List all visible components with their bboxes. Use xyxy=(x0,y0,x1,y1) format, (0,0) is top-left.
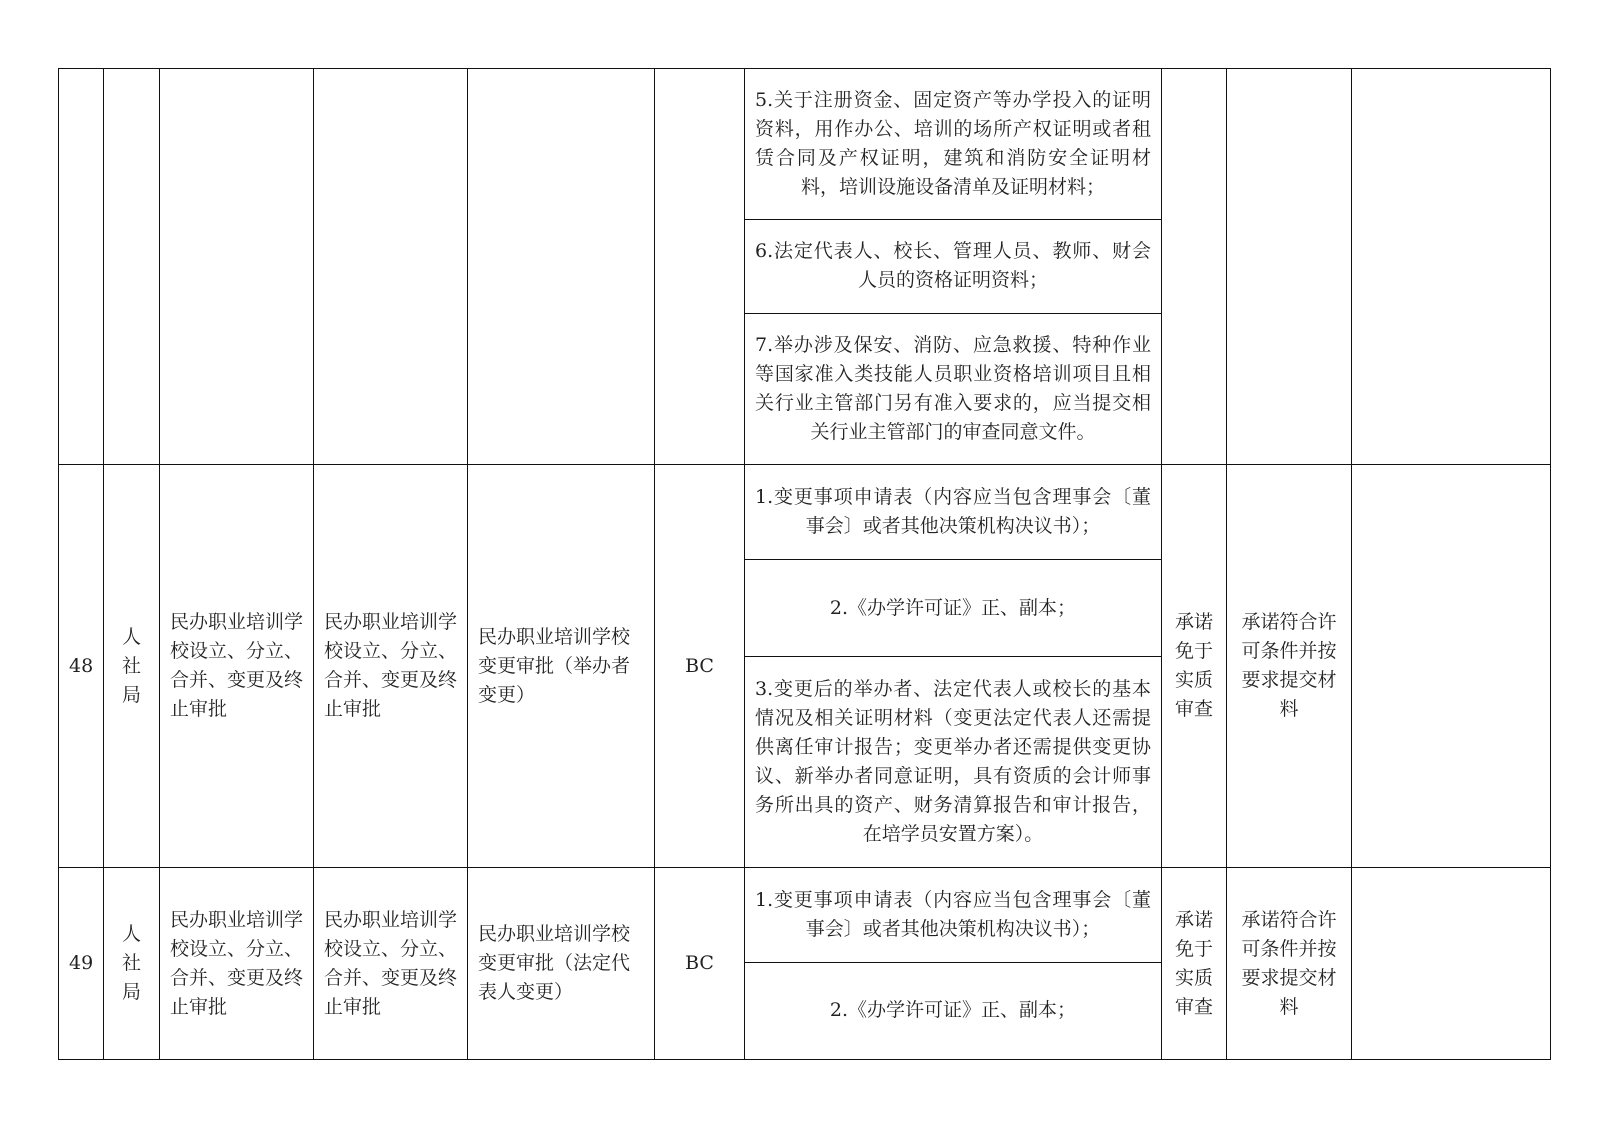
code-cell xyxy=(655,69,745,465)
department-cell: 人 社 局 xyxy=(104,868,160,1060)
detail-item-cell: 民办职业培训学校变更审批（法定代表人变更） xyxy=(468,868,655,1060)
material-item: 6.法定代表人、校长、管理人员、教师、财会人员的资格证明资料； xyxy=(745,219,1162,313)
requirement-cell: 承诺符合许可条件并按要求提交材料 xyxy=(1227,464,1352,867)
detail-item-cell: 民办职业培训学校变更审批（举办者变更） xyxy=(468,464,655,867)
material-item: 1.变更事项申请表（内容应当包含理事会〔董事会〕或者其他决策机构决议书）； xyxy=(745,464,1162,559)
material-item: 3.变更后的举办者、法定代表人或校长的基本情况及相关证明材料（变更法定代表人还需提供离任审计报告；变更举办者还需提供变更协议、新举办者同意证明，具有资质的会计师事务所出具的资产、财务清算报告和审计报告，在培学员安置方案）。 xyxy=(745,656,1162,867)
main-item-cell xyxy=(160,69,314,465)
sub-item-cell xyxy=(314,69,468,465)
approval-items-table xyxy=(58,68,1551,1060)
method-cell: 承诺 免于 实质 审查 xyxy=(1162,464,1227,867)
table-row xyxy=(59,464,1551,559)
department-cell xyxy=(104,69,160,465)
method-cell xyxy=(1162,69,1227,465)
material-item: 7.举办涉及保安、消防、应急救援、特种作业等国家准入类技能人员职业资格培训项目且相关行业主管部门另有准入要求的，应当提交相关行业主管部门的审查同意文件。 xyxy=(745,314,1162,465)
table-row xyxy=(59,69,1551,220)
sub-item-cell: 民办职业培训学校设立、分立、合并、变更及终止审批 xyxy=(314,868,468,1060)
note-cell xyxy=(1352,69,1551,465)
main-item-cell: 民办职业培训学校设立、分立、合并、变更及终止审批 xyxy=(160,868,314,1060)
note-cell xyxy=(1352,464,1551,867)
method-cell: 承诺 免于 实质 审查 xyxy=(1162,868,1227,1060)
requirement-cell: 承诺符合许可条件并按要求提交材料 xyxy=(1227,868,1352,1060)
code-cell: BC xyxy=(655,464,745,867)
table-row xyxy=(59,868,1551,962)
material-item: 1.变更事项申请表（内容应当包含理事会〔董事会〕或者其他决策机构决议书）； xyxy=(745,868,1162,962)
code-cell: BC xyxy=(655,868,745,1060)
row-number-cell: 48 xyxy=(59,464,104,867)
department-cell: 人 社 局 xyxy=(104,464,160,867)
material-item: 2.《办学许可证》正、副本； xyxy=(745,560,1162,656)
sub-item-cell: 民办职业培训学校设立、分立、合并、变更及终止审批 xyxy=(314,464,468,867)
detail-item-cell xyxy=(468,69,655,465)
material-item: 2.《办学许可证》正、副本； xyxy=(745,962,1162,1060)
requirement-cell xyxy=(1227,69,1352,465)
note-cell xyxy=(1352,868,1551,1060)
main-item-cell: 民办职业培训学校设立、分立、合并、变更及终止审批 xyxy=(160,464,314,867)
row-number-cell: 49 xyxy=(59,868,104,1060)
row-number-cell xyxy=(59,69,104,465)
material-item: 5.关于注册资金、固定资产等办学投入的证明资料，用作办公、培训的场所产权证明或者租赁合同及产权证明，建筑和消防安全证明材料，培训设施设备清单及证明材料； xyxy=(745,69,1162,220)
